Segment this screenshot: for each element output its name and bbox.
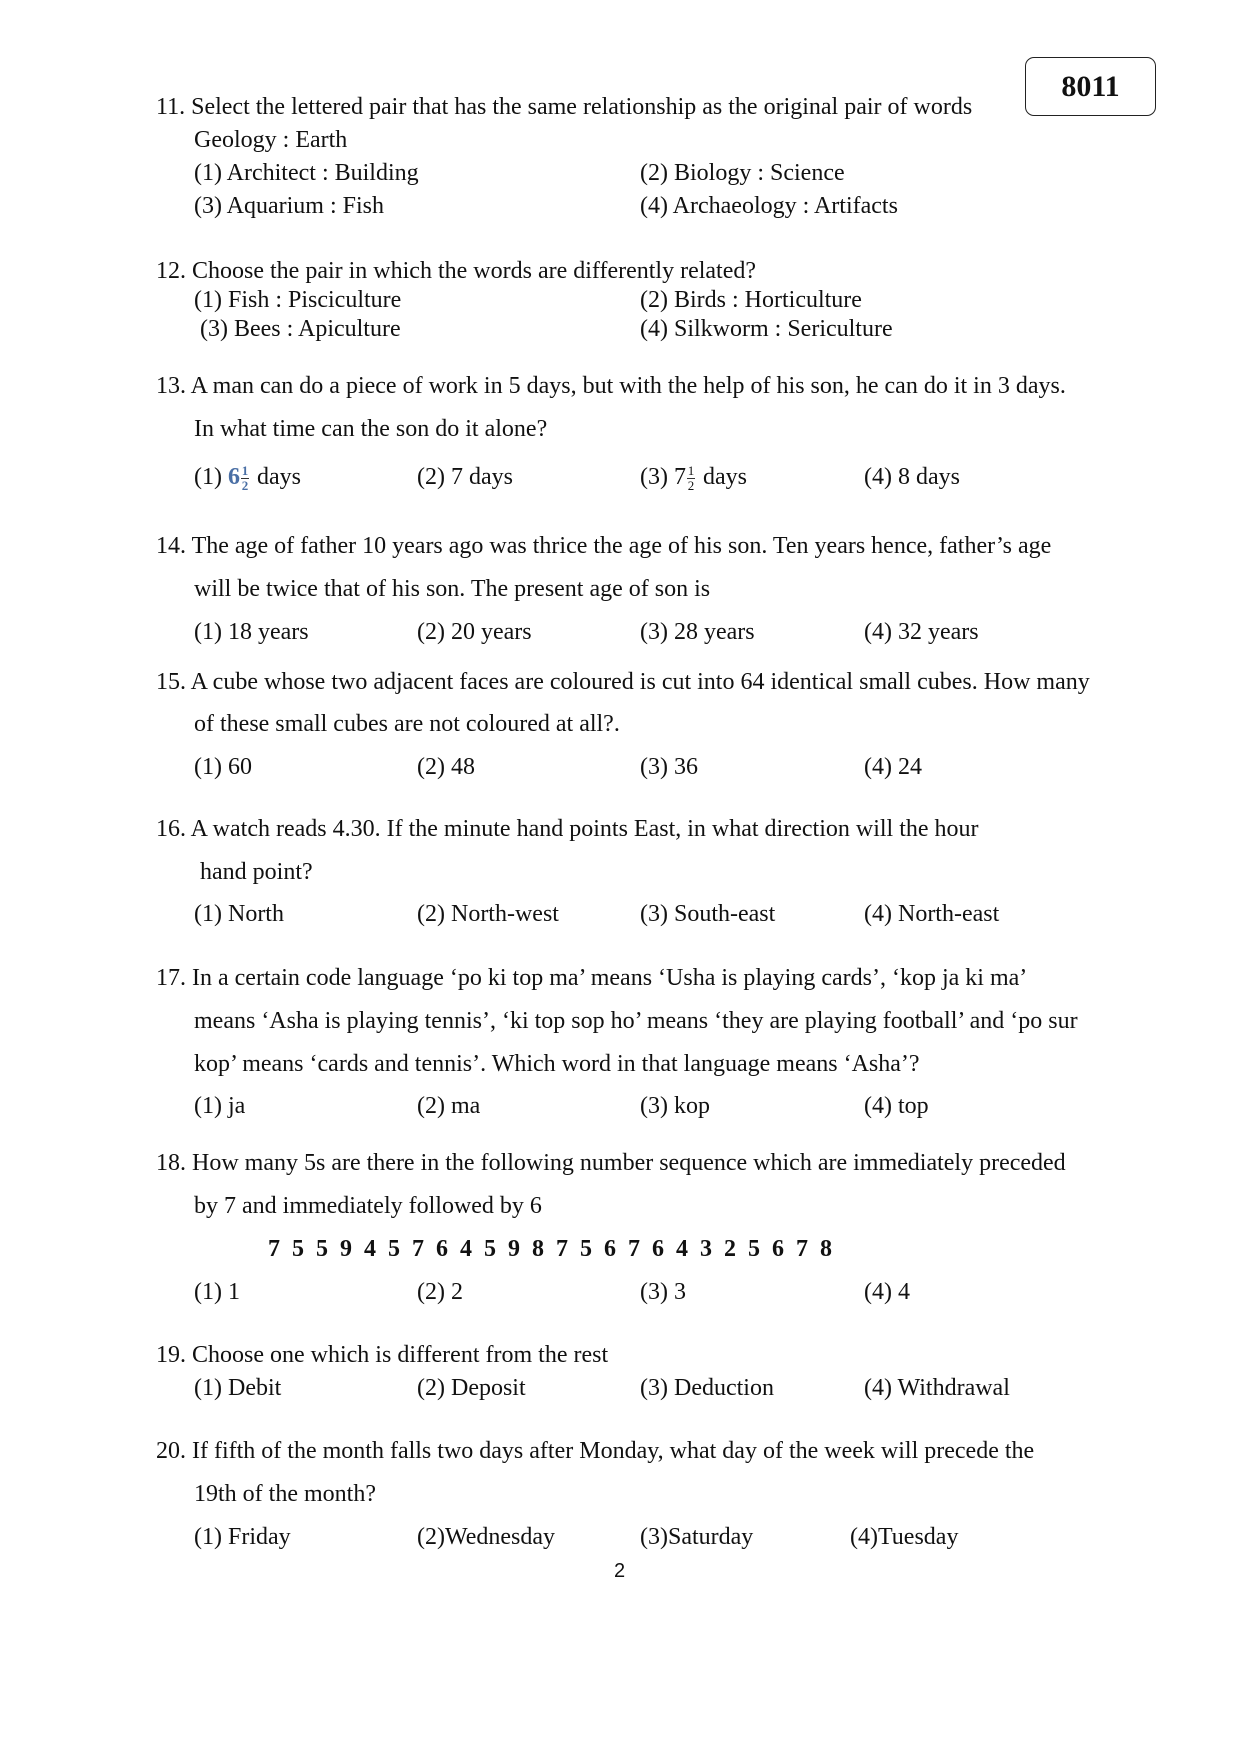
- question-14-text: 14. The age of father 10 years ago was thrice the age of his son. Ten years hence, father’s age: [156, 533, 1052, 559]
- question-19-option-3: (3) Deduction: [640, 1375, 774, 1401]
- question-15-option-1: (1) 60: [194, 754, 252, 780]
- question-16-text-line-2: hand point?: [200, 859, 313, 885]
- fraction-denominator: 2: [687, 477, 695, 493]
- question-15-text-line-2: of these small cubes are not coloured at all?.: [194, 711, 620, 737]
- question-16-option-4: (4) North-east: [864, 901, 1000, 927]
- question-12-text: 12. Choose the pair in which the words are differently related?: [156, 258, 757, 284]
- question-13-option-1: [194, 462, 301, 492]
- number-sequence: 7 5 5 9 4 5 7 6 4 5 9 8 7 5 6 7 6 4 3 2 5 6 7 8: [268, 1236, 835, 1262]
- question-18-option-2: (2) 2: [417, 1279, 463, 1305]
- question-19-option-4: (4) Withdrawal: [864, 1375, 1010, 1401]
- question-18-option-1: (1) 1: [194, 1279, 240, 1305]
- question-11-option-3: (3) Aquarium : Fish: [194, 193, 384, 219]
- question-18-text-line-2: by 7 and immediately followed by 6: [194, 1193, 542, 1219]
- question-20-option-2: (2)Wednesday: [417, 1524, 556, 1550]
- question-17-option-3: (3) kop: [640, 1093, 710, 1119]
- question-13-text-line-2: In what time can the son do it alone?: [194, 416, 548, 442]
- question-13-text: 13. A man can do a piece of work in 5 days, but with the help of his son, he can do it in 3 days.: [156, 373, 1066, 399]
- option-1-prefix: (1): [194, 464, 222, 490]
- question-18-option-3: (3) 3: [640, 1279, 686, 1305]
- paper-code-box: [1025, 57, 1156, 116]
- question-18-option-4: (4) 4: [864, 1279, 910, 1305]
- option-3-prefix: (3) 7: [640, 464, 686, 490]
- question-17-text: 17. In a certain code language ‘po ki top ma’ means ‘Usha is playing cards’, ‘kop ja ki ma’: [156, 965, 1028, 991]
- option-1-fraction: [241, 462, 249, 493]
- question-12-option-3: (3) Bees : Apiculture: [200, 316, 401, 342]
- question-20-option-4: (4)Tuesday: [850, 1524, 959, 1550]
- option-3-fraction: [687, 462, 695, 493]
- question-20-option-1: (1) Friday: [194, 1524, 291, 1550]
- fraction-numerator: 1: [687, 462, 695, 478]
- question-17-text-line-3: kop’ means ‘cards and tennis’. Which word in that language means ‘Asha’?: [194, 1051, 920, 1077]
- question-16-option-3: (3) South-east: [640, 901, 776, 927]
- fraction-numerator: 1: [241, 462, 249, 478]
- question-15-text: 15. A cube whose two adjacent faces are coloured is cut into 64 identical small cubes. How many: [156, 669, 1090, 695]
- question-11-option-1: (1) Architect : Building: [194, 160, 419, 186]
- question-14-option-1: (1) 18 years: [194, 619, 309, 645]
- page-number: 2: [614, 1560, 626, 1582]
- paper-code: 8011: [1061, 69, 1120, 103]
- question-11-text: 11. Select the lettered pair that has the same relationship as the original pair of words: [156, 94, 973, 120]
- question-13-option-4: (4) 8 days: [864, 464, 960, 490]
- question-15-option-2: (2) 48: [417, 754, 475, 780]
- question-16-option-1: (1) North: [194, 901, 284, 927]
- question-19-text: 19. Choose one which is different from the rest: [156, 1342, 609, 1368]
- question-14-text-line-2: will be twice that of his son. The present age of son is: [194, 576, 711, 602]
- question-14-option-3: (3) 28 years: [640, 619, 755, 645]
- question-13-option-2: (2) 7 days: [417, 464, 513, 490]
- question-18-text: 18. How many 5s are there in the following number sequence which are immediately preceded: [156, 1150, 1066, 1176]
- question-20-text-line-2: 19th of the month?: [194, 1481, 376, 1507]
- question-17-text-line-2: means ‘Asha is playing tennis’, ‘ki top sop ho’ means ‘they are playing football’ and ‘po sur: [194, 1008, 1078, 1034]
- question-17-option-1: (1) ja: [194, 1093, 246, 1119]
- option-3-unit: days: [702, 464, 747, 490]
- question-17-option-4: (4) top: [864, 1093, 929, 1119]
- question-20-text: 20. If fifth of the month falls two days after Monday, what day of the week will precede the: [156, 1438, 1035, 1464]
- question-19-option-2: (2) Deposit: [417, 1375, 526, 1401]
- question-16-text: 16. A watch reads 4.30. If the minute hand points East, in what direction will the hour: [156, 816, 979, 842]
- question-17-option-2: (2) ma: [417, 1093, 481, 1119]
- question-11-option-2: (2) Biology : Science: [640, 160, 845, 186]
- question-20-option-3: (3)Saturday: [640, 1524, 754, 1550]
- question-14-option-2: (2) 20 years: [417, 619, 532, 645]
- question-13-option-3: [640, 462, 747, 492]
- question-11-stem-pair: Geology : Earth: [194, 127, 348, 153]
- question-16-option-2: (2) North-west: [417, 901, 559, 927]
- question-11-option-4: (4) Archaeology : Artifacts: [640, 193, 898, 219]
- question-19-option-1: (1) Debit: [194, 1375, 282, 1401]
- question-12-option-2: (2) Birds : Horticulture: [640, 287, 862, 313]
- option-1-unit: days: [256, 464, 301, 490]
- question-14-option-4: (4) 32 years: [864, 619, 979, 645]
- question-12-option-1: (1) Fish : Pisciculture: [194, 287, 402, 313]
- question-15-option-3: (3) 36: [640, 754, 698, 780]
- option-1-whole-number: 6: [227, 464, 240, 490]
- fraction-denominator: 2: [241, 477, 249, 493]
- question-15-option-4: (4) 24: [864, 754, 922, 780]
- question-12-option-4: (4) Silkworm : Sericulture: [640, 316, 893, 342]
